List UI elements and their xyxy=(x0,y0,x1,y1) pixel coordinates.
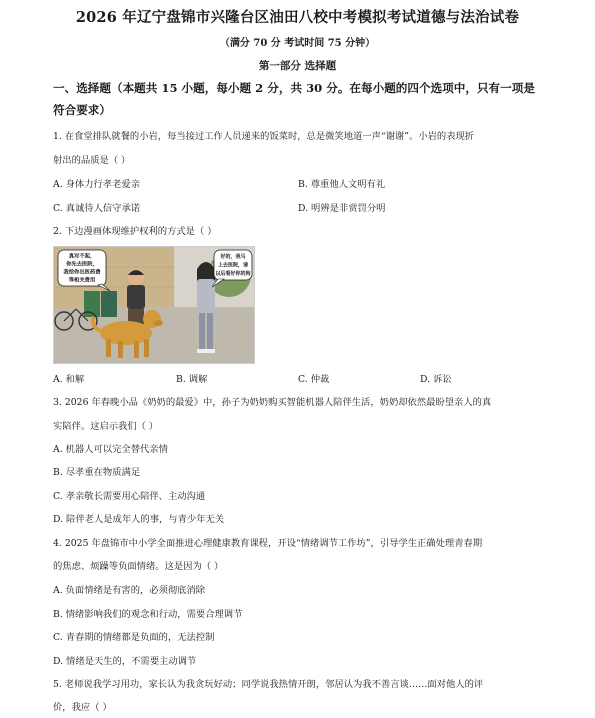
section-header-line2: 符合要求） xyxy=(53,103,111,117)
exam-title: 2026 年辽宁盘锦市兴隆台区油田八校中考模拟考试道德与法治试卷 xyxy=(75,9,520,26)
q5-line2: 价，我应（ ） xyxy=(53,702,112,713)
comic-image xyxy=(54,247,254,363)
bubble-right-line1: 好的，我马 xyxy=(220,254,246,260)
q4-line1: 4. 2025 年盘锦市中小学全面推进心理健康教育课程，开设“情绪调节工作坊”，引导学生正确处理青春期 xyxy=(53,538,483,549)
q5-line1: 5. 老师说我学习用功，家长认为我贪玩好动；同学说我热情开朗，邻居认为我不善言谈……面对他人的评 xyxy=(53,679,484,690)
q3-option-c: C. 孝亲敬长需要用心陪伴、主动沟通 xyxy=(53,491,206,502)
q1-option-a: A. 身体力行孝老爱亲 xyxy=(53,179,140,190)
q3-line1: 3. 2026 年春晚小品《奶奶的最爱》中，孙子为奶奶购买智能机器人陪伴生活，奶奶却依然最盼望亲人的真 xyxy=(53,397,492,408)
q3-option-a: A. 机器人可以完全替代亲情 xyxy=(53,444,168,455)
q2-option-d: D. 诉讼 xyxy=(420,374,452,385)
q3-option-b: B. 尽孝重在物质满足 xyxy=(53,467,141,478)
q1-line1: 1. 在食堂排队就餐的小岩，每当接过工作人员递来的饭菜时，总是微笑地道一声“谢谢”。小岩的表现折 xyxy=(53,131,475,142)
q3-line2: 实陪伴。这启示我们（ ） xyxy=(53,421,159,432)
q4-option-a: A. 负面情绪是有害的，必须彻底消除 xyxy=(53,585,206,596)
section-header-line1: 一、选择题（本题共 15 小题，每小题 2 分，共 30 分。在每小题的四个选项中，只有一项是 xyxy=(53,81,535,95)
q4-line2: 的焦虑、烦躁等负面情绪。这是因为（ ） xyxy=(53,561,224,572)
q4-option-c: C. 青春期的情绪都是负面的，无法控制 xyxy=(53,632,215,643)
q4-option-b: B. 情绪影响我们的观念和行动，需要合理调节 xyxy=(53,609,243,620)
bubble-left-line2: 你先去医院， xyxy=(66,261,98,268)
part-heading: 第一部分 选择题 xyxy=(258,60,337,72)
q2-line1: 2. 下边漫画体现维护权利的方式是（ ） xyxy=(53,226,217,237)
q1-option-c: C. 真诚待人信守承诺 xyxy=(53,203,141,214)
q4-option-d: D. 情绪是天生的，不需要主动调节 xyxy=(53,656,197,667)
bubble-right-line3: 以后看好你的狗 xyxy=(215,271,251,277)
bubble-right-line2: 上去医院，请 xyxy=(217,262,249,269)
q3-option-d: D. 陪伴老人是成年人的事，与青少年无关 xyxy=(53,514,225,525)
comic-illustration xyxy=(53,246,255,364)
bubble-left-line1: 真对不起， xyxy=(68,253,96,260)
exam-subtitle: （满分 70 分 考试时间 75 分钟） xyxy=(219,38,376,49)
q1-option-d: D. 明辨是非赏罚分明 xyxy=(298,203,386,214)
section-header xyxy=(53,77,553,121)
q1-line2: 射出的品质是（ ） xyxy=(53,155,131,166)
bubble-left-line3: 我给你出医药费 xyxy=(63,269,101,276)
bubble-left-line4: 等相关费用 xyxy=(68,277,96,284)
q2-option-a: A. 和解 xyxy=(53,374,85,385)
q1-option-b: B. 尊重他人文明有礼 xyxy=(298,179,386,190)
q2-option-c: C. 仲裁 xyxy=(298,374,330,385)
q2-option-b: B. 调解 xyxy=(176,374,208,385)
